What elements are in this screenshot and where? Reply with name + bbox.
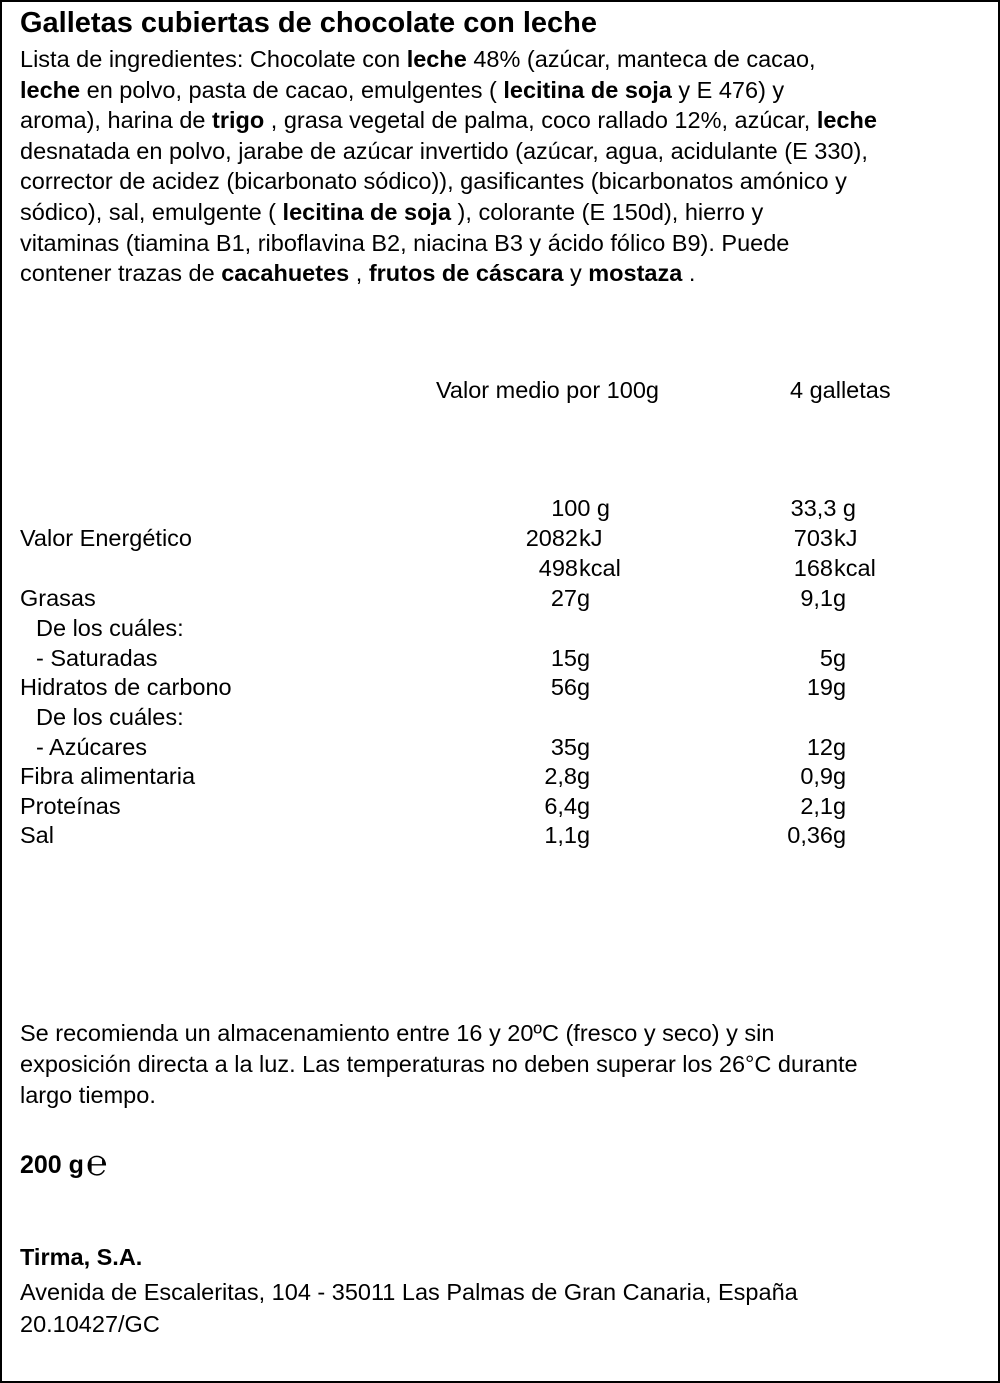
salt-label: Sal	[20, 822, 54, 848]
ingredient-text: contener trazas de	[20, 260, 222, 287]
ingredients-line	[20, 166, 980, 197]
fat-portion-unit: g	[833, 585, 847, 611]
fat-of-which-label: De los cuáles:	[36, 615, 184, 641]
allergen-text: lecitina de soja	[282, 198, 452, 225]
col-header-portion: 4 galletas	[790, 377, 891, 403]
ingredient-text: .	[682, 260, 696, 287]
salt-portion-value: 0,36	[787, 822, 833, 848]
allergen-text: mostaza	[588, 260, 683, 287]
carbohydrate-label: Hidratos de carbono	[20, 674, 232, 700]
ingredient-text: en polvo, pasta de cacao, emulgentes (	[80, 76, 504, 103]
allergen-text: frutos de cáscara	[368, 260, 564, 287]
protein-portion-value: 2,1	[800, 793, 833, 819]
carbohydrate-100g-unit: g	[577, 674, 591, 700]
energy-kcal-portion: 168	[793, 555, 833, 581]
sugars-portion-value: 12	[806, 734, 833, 760]
ingredient-text: ), colorante (E 150d), hierro y	[451, 198, 764, 225]
registry-number: 20.10427/GC	[20, 1311, 160, 1337]
sugars-portion-unit: g	[833, 734, 847, 760]
manufacturer-name: Tirma, S.A.	[20, 1244, 143, 1270]
energy-kj-unit-1: kJ	[579, 525, 603, 551]
estimated-sign-icon: ℮	[85, 1143, 108, 1184]
allergen-text: lecitina de soja	[503, 76, 672, 103]
carbohydrate-100g-value: 56	[550, 674, 577, 700]
ingredient-text: sódico), sal, emulgente (	[20, 198, 283, 225]
ingredients-list	[20, 44, 980, 289]
manufacturer-address-block	[20, 1276, 798, 1340]
salt-100g-value: 1,1	[544, 822, 577, 848]
fibre-label: Fibra alimentaria	[20, 763, 196, 789]
salt-portion-unit: g	[833, 822, 847, 848]
fibre-portion-unit: g	[833, 763, 847, 789]
protein-100g-value: 6,4	[544, 793, 577, 819]
ingredient-text: desnatada en polvo, jarabe de azúcar invertido (azúcar, agua, acidulante (E 330),	[20, 137, 868, 164]
ingredient-text: , grasa vegetal de palma, coco rallado 12%, azúcar,	[264, 107, 817, 134]
fibre-100g-unit: g	[577, 763, 591, 789]
carbohydrate-of-which-label: De los cuáles:	[36, 704, 184, 730]
product-title: Galletas cubiertas de chocolate con leche	[20, 7, 597, 39]
allergen-text: leche	[406, 46, 467, 72]
saturates-100g-value: 15	[550, 645, 577, 671]
net-weight-value: 200 g	[20, 1151, 84, 1179]
energy-kcal-unit-2: kcal	[834, 555, 876, 581]
storage-line: exposición directa a la luz. Las temperaturas no deben superar los 26°C durante	[20, 1051, 858, 1077]
fat-100g-value: 27	[550, 585, 577, 611]
ingredients-line	[20, 105, 980, 136]
col-header-per-100g: Valor medio por 100g	[436, 377, 659, 403]
ingredients-line	[20, 136, 980, 167]
net-weight	[20, 1143, 108, 1184]
allergen-text: leche	[816, 107, 877, 134]
ingredient-text: corrector de acidez (bicarbonato sódico)), gasificantes (bicarbonatos amónico y	[20, 168, 847, 195]
energy-label: Valor Energético	[20, 525, 192, 551]
ingredient-text: 48% (azúcar, manteca de cacao,	[466, 46, 816, 72]
manufacturer-address: Avenida de Escaleritas, 104 - 35011 Las Palmas de Gran Canaria, España	[20, 1279, 798, 1305]
portion-size-4-galletas: 33,3 g	[790, 495, 856, 521]
allergen-text: leche	[20, 76, 81, 103]
energy-kcal-100g: 498	[538, 555, 578, 581]
ingredient-text: aroma), harina de	[20, 107, 213, 134]
storage-line: largo tiempo.	[20, 1082, 156, 1108]
salt-100g-unit: g	[577, 822, 591, 848]
energy-kj-unit-2: kJ	[834, 525, 858, 551]
fibre-portion-value: 0,9	[800, 763, 833, 789]
sugars-100g-value: 35	[550, 734, 577, 760]
saturates-portion-unit: g	[833, 645, 847, 671]
allergen-text: cacahuetes	[221, 260, 350, 287]
storage-instructions	[20, 1018, 980, 1111]
ingredient-text: y	[563, 260, 589, 287]
ingredient-text: Lista de ingredientes: Chocolate con	[20, 46, 407, 72]
fat-label: Grasas	[20, 585, 96, 611]
energy-kj-portion: 703	[793, 525, 833, 551]
ingredient-text: ,	[349, 260, 369, 287]
fat-100g-unit: g	[577, 585, 591, 611]
allergen-text: trigo	[212, 107, 265, 134]
fibre-100g-value: 2,8	[544, 763, 577, 789]
sugars-100g-unit: g	[577, 734, 591, 760]
sugars-label: - Azúcares	[36, 734, 148, 760]
carbohydrate-portion-unit: g	[833, 674, 847, 700]
protein-100g-unit: g	[577, 793, 591, 819]
carbohydrate-portion-value: 19	[806, 674, 833, 700]
ingredients-line	[20, 44, 980, 75]
ingredient-text: y E 476) y	[671, 76, 785, 103]
saturates-label: - Saturadas	[36, 645, 158, 671]
ingredients-line	[20, 228, 980, 259]
ingredient-text: vitaminas (tiamina B1, riboflavina B2, niacina B3 y ácido fólico B9). Puede	[20, 229, 790, 256]
protein-label: Proteínas	[20, 793, 121, 819]
ingredients-line	[20, 197, 980, 228]
energy-kcal-unit-1: kcal	[579, 555, 621, 581]
energy-kj-100g: 2082	[525, 525, 578, 551]
protein-portion-unit: g	[833, 793, 847, 819]
fat-portion-value: 9,1	[800, 585, 833, 611]
ingredients-line	[20, 75, 980, 106]
portion-size-100g: 100 g	[551, 495, 610, 521]
storage-line: Se recomienda un almacenamiento entre 16 y 20ºC (fresco y seco) y sin	[20, 1020, 775, 1046]
saturates-100g-unit: g	[577, 645, 591, 671]
saturates-portion-value: 5	[819, 645, 833, 671]
ingredients-line	[20, 258, 980, 289]
